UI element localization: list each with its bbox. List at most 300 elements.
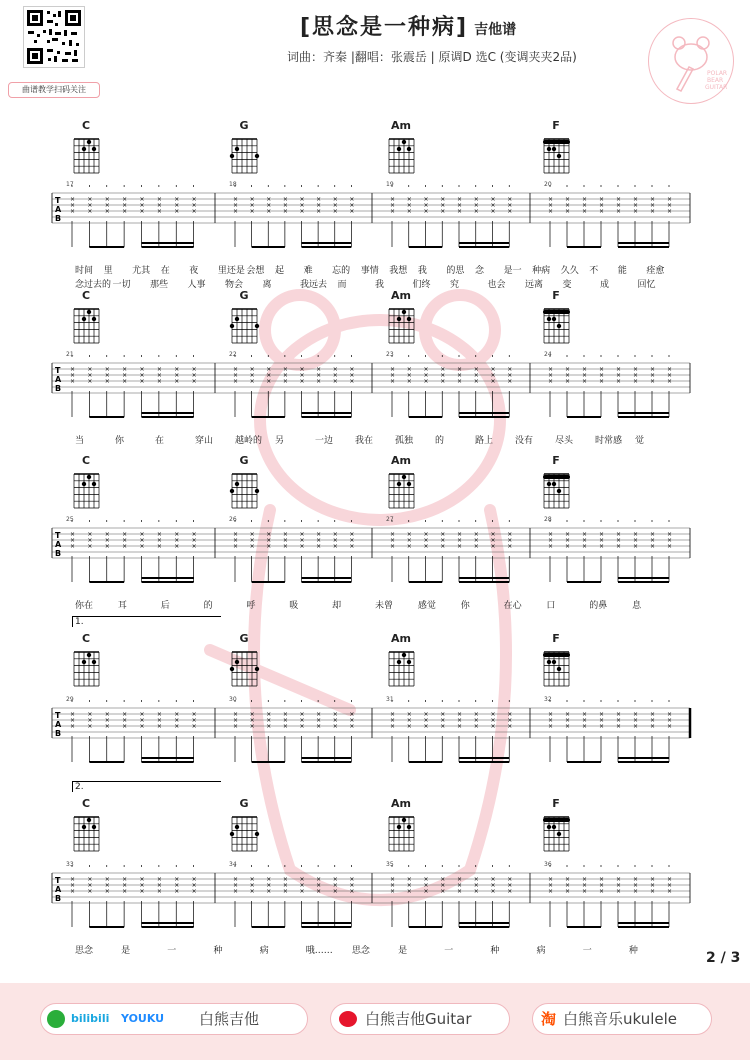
weibo-icon <box>339 1011 357 1027</box>
svg-text:×: × <box>249 723 255 730</box>
lyric-word: 没有 <box>515 436 534 446</box>
svg-text:A: A <box>55 205 62 214</box>
lyric-word: 究 <box>450 280 460 290</box>
lyric-word: 那些 <box>150 280 169 290</box>
svg-text:×: × <box>139 717 145 724</box>
svg-text:×: × <box>650 196 656 203</box>
weibo-pill[interactable] <box>330 1003 510 1035</box>
svg-text:×: × <box>616 196 622 203</box>
svg-text:×: × <box>423 196 429 203</box>
svg-text:×: × <box>390 196 396 203</box>
bar-number: 32 <box>544 696 552 703</box>
svg-text:×: × <box>457 208 463 215</box>
bar-number: 25 <box>66 516 74 523</box>
svg-text:×: × <box>599 711 605 718</box>
svg-text:×: × <box>104 717 110 724</box>
taobao-icon: 淘 <box>541 1010 557 1028</box>
svg-text:×: × <box>332 531 338 538</box>
svg-text:×: × <box>174 711 180 718</box>
svg-text:×: × <box>565 882 571 889</box>
chord-diagram <box>541 468 575 512</box>
lyric-word: 当 <box>75 436 85 446</box>
svg-text:×: × <box>507 882 513 889</box>
svg-text:×: × <box>390 531 396 538</box>
svg-text:×: × <box>191 196 197 203</box>
svg-text:×: × <box>233 537 239 544</box>
svg-text:×: × <box>507 888 513 895</box>
svg-text:×: × <box>266 366 272 373</box>
svg-text:×: × <box>104 882 110 889</box>
svg-text:×: × <box>406 366 412 373</box>
svg-text:×: × <box>565 208 571 215</box>
lyric-word: 一切 <box>112 280 131 290</box>
song-title: [思念是一种病] <box>300 15 469 40</box>
svg-text:×: × <box>249 531 255 538</box>
svg-text:×: × <box>191 202 197 209</box>
lyric-word: 种病 <box>532 266 551 276</box>
svg-text:×: × <box>266 208 272 215</box>
svg-text:×: × <box>490 876 496 883</box>
lyric-word: 耳 <box>117 601 127 611</box>
svg-text:×: × <box>282 196 288 203</box>
svg-text:×: × <box>299 537 305 544</box>
chord-diagram <box>386 468 420 512</box>
svg-text:×: × <box>565 711 571 718</box>
lyric-word: 感觉 <box>417 601 436 611</box>
svg-text:×: × <box>667 531 673 538</box>
svg-text:×: × <box>565 378 571 385</box>
svg-text:×: × <box>390 723 396 730</box>
svg-text:×: × <box>440 366 446 373</box>
chord-diagram <box>541 303 575 347</box>
svg-text:×: × <box>249 882 255 889</box>
svg-text:×: × <box>548 888 554 895</box>
svg-text:×: × <box>70 196 76 203</box>
svg-text:×: × <box>104 378 110 385</box>
svg-text:×: × <box>282 202 288 209</box>
lyric-word: 里 <box>103 266 113 276</box>
svg-text:T: T <box>55 531 61 540</box>
svg-text:×: × <box>332 711 338 718</box>
lyric-word: 另 <box>275 436 285 446</box>
chord-diagram <box>71 303 105 347</box>
svg-text:×: × <box>507 208 513 215</box>
svg-text:×: × <box>87 876 93 883</box>
svg-text:×: × <box>548 196 554 203</box>
lyric-word: 是一 <box>503 266 522 276</box>
svg-text:×: × <box>104 372 110 379</box>
svg-text:×: × <box>406 378 412 385</box>
svg-text:×: × <box>565 196 571 203</box>
svg-text:×: × <box>139 876 145 883</box>
svg-text:×: × <box>70 876 76 883</box>
svg-text:×: × <box>332 717 338 724</box>
lyric-word: 病 <box>259 946 269 956</box>
bar-number: 36 <box>544 861 552 868</box>
svg-text:×: × <box>191 378 197 385</box>
svg-text:×: × <box>473 717 479 724</box>
svg-text:×: × <box>423 711 429 718</box>
svg-text:×: × <box>633 372 639 379</box>
video-platform-pill[interactable] <box>40 1003 308 1035</box>
svg-text:×: × <box>457 196 463 203</box>
svg-text:×: × <box>156 717 162 724</box>
svg-text:×: × <box>266 882 272 889</box>
svg-text:×: × <box>70 372 76 379</box>
svg-text:×: × <box>650 378 656 385</box>
svg-text:×: × <box>473 537 479 544</box>
svg-text:×: × <box>390 543 396 550</box>
svg-text:×: × <box>266 543 272 550</box>
svg-text:×: × <box>87 208 93 215</box>
svg-text:×: × <box>390 378 396 385</box>
svg-text:×: × <box>249 366 255 373</box>
lyric-word: 我远去 <box>300 280 328 290</box>
svg-text:×: × <box>565 888 571 895</box>
page-title <box>300 10 516 41</box>
svg-text:×: × <box>332 202 338 209</box>
svg-text:×: × <box>332 372 338 379</box>
svg-text:×: × <box>616 882 622 889</box>
svg-text:×: × <box>667 876 673 883</box>
svg-text:×: × <box>122 882 128 889</box>
svg-text:×: × <box>233 876 239 883</box>
svg-text:×: × <box>616 366 622 373</box>
svg-text:×: × <box>282 723 288 730</box>
svg-text:×: × <box>191 208 197 215</box>
svg-text:×: × <box>266 888 272 895</box>
svg-text:×: × <box>457 531 463 538</box>
svg-text:×: × <box>191 537 197 544</box>
svg-text:×: × <box>582 208 588 215</box>
svg-text:×: × <box>599 723 605 730</box>
footer-bar <box>0 983 750 1060</box>
svg-text:×: × <box>633 723 639 730</box>
lyric-word: 里还是 <box>217 266 245 276</box>
svg-text:×: × <box>104 202 110 209</box>
svg-text:×: × <box>667 543 673 550</box>
svg-text:×: × <box>582 366 588 373</box>
svg-text:×: × <box>582 196 588 203</box>
svg-text:×: × <box>633 196 639 203</box>
lyric-word: 时间 <box>75 266 94 276</box>
svg-text:×: × <box>249 888 255 895</box>
svg-text:×: × <box>266 717 272 724</box>
lyric-word: 的 <box>435 436 445 446</box>
svg-text:×: × <box>406 882 412 889</box>
svg-text:×: × <box>650 888 656 895</box>
svg-text:×: × <box>174 366 180 373</box>
svg-text:×: × <box>233 888 239 895</box>
svg-text:×: × <box>616 723 622 730</box>
svg-text:×: × <box>548 202 554 209</box>
svg-text:×: × <box>282 711 288 718</box>
svg-text:×: × <box>490 531 496 538</box>
svg-text:×: × <box>233 543 239 550</box>
svg-text:×: × <box>299 202 305 209</box>
lyric-word: 是 <box>121 946 131 956</box>
svg-text:×: × <box>473 202 479 209</box>
bar-number: 35 <box>386 861 394 868</box>
svg-text:×: × <box>299 882 305 889</box>
svg-text:T: T <box>55 876 61 885</box>
svg-text:×: × <box>122 717 128 724</box>
lyric-word: 孤独 <box>395 436 414 446</box>
lyric-word: 时常感 <box>595 436 623 446</box>
svg-text:×: × <box>599 537 605 544</box>
chord-name: F <box>552 119 560 132</box>
lyric-word: 一 <box>582 946 592 956</box>
lyric-word: 我想 <box>389 266 408 276</box>
bar-number: 23 <box>386 351 394 358</box>
svg-text:×: × <box>582 537 588 544</box>
svg-text:×: × <box>139 208 145 215</box>
svg-text:×: × <box>616 202 622 209</box>
svg-text:×: × <box>156 882 162 889</box>
svg-text:×: × <box>266 537 272 544</box>
svg-text:×: × <box>457 723 463 730</box>
svg-text:×: × <box>390 366 396 373</box>
svg-text:×: × <box>423 882 429 889</box>
svg-text:×: × <box>406 723 412 730</box>
svg-text:×: × <box>616 543 622 550</box>
bar-number: 18 <box>229 181 237 188</box>
svg-text:×: × <box>104 723 110 730</box>
svg-text:×: × <box>440 543 446 550</box>
svg-text:×: × <box>104 196 110 203</box>
svg-text:×: × <box>633 537 639 544</box>
svg-text:×: × <box>633 378 639 385</box>
svg-text:×: × <box>633 717 639 724</box>
taobao-pill[interactable] <box>532 1003 712 1035</box>
svg-text:×: × <box>667 537 673 544</box>
svg-text:A: A <box>55 375 62 384</box>
svg-text:×: × <box>599 876 605 883</box>
svg-text:×: × <box>406 372 412 379</box>
svg-text:×: × <box>457 366 463 373</box>
svg-text:×: × <box>332 876 338 883</box>
svg-text:×: × <box>457 378 463 385</box>
lyric-word: 远离 <box>525 280 544 290</box>
lyric-word: 种 <box>490 946 500 956</box>
lyric-word: 路上 <box>475 436 494 446</box>
svg-text:×: × <box>191 888 197 895</box>
lyric-word: 回忆 <box>637 280 656 290</box>
svg-text:×: × <box>650 208 656 215</box>
svg-text:×: × <box>233 208 239 215</box>
svg-text:×: × <box>667 717 673 724</box>
svg-text:×: × <box>191 711 197 718</box>
svg-text:×: × <box>316 711 322 718</box>
svg-text:×: × <box>423 717 429 724</box>
svg-text:×: × <box>282 888 288 895</box>
svg-text:×: × <box>490 196 496 203</box>
lyric-word: 的思 <box>446 266 465 276</box>
lyric-word: 变 <box>562 280 572 290</box>
svg-text:×: × <box>390 208 396 215</box>
svg-text:×: × <box>599 372 605 379</box>
lyric-word: 在心 <box>503 601 522 611</box>
svg-text:×: × <box>490 537 496 544</box>
svg-text:×: × <box>582 378 588 385</box>
svg-text:×: × <box>473 366 479 373</box>
svg-text:×: × <box>122 378 128 385</box>
svg-text:×: × <box>87 531 93 538</box>
lyric-word: 未曾 <box>375 601 394 611</box>
svg-text:×: × <box>70 717 76 724</box>
svg-text:×: × <box>104 876 110 883</box>
lyric-word: 我在 <box>355 436 374 446</box>
svg-text:×: × <box>70 882 76 889</box>
svg-text:×: × <box>122 723 128 730</box>
svg-text:×: × <box>582 543 588 550</box>
svg-text:×: × <box>390 372 396 379</box>
svg-text:×: × <box>565 537 571 544</box>
chord-name: C <box>81 632 91 645</box>
svg-text:×: × <box>299 723 305 730</box>
svg-text:×: × <box>139 711 145 718</box>
svg-text:×: × <box>156 208 162 215</box>
volta-bracket: 1. <box>72 616 221 627</box>
svg-text:×: × <box>565 876 571 883</box>
svg-text:×: × <box>174 543 180 550</box>
svg-text:×: × <box>633 543 639 550</box>
chord-diagram <box>386 303 420 347</box>
lyric-word: 忘的 <box>332 266 351 276</box>
svg-text:×: × <box>440 196 446 203</box>
chord-name: Am <box>391 797 411 810</box>
lyric-word: 成 <box>600 280 610 290</box>
svg-text:×: × <box>70 723 76 730</box>
svg-text:×: × <box>599 543 605 550</box>
svg-text:A: A <box>55 540 62 549</box>
svg-text:×: × <box>423 888 429 895</box>
svg-text:BEAR: BEAR <box>707 77 724 84</box>
svg-text:×: × <box>174 208 180 215</box>
svg-text:×: × <box>122 208 128 215</box>
svg-text:×: × <box>548 543 554 550</box>
chord-diagram <box>71 133 105 177</box>
svg-text:×: × <box>507 366 513 373</box>
svg-text:B: B <box>55 384 62 393</box>
svg-text:×: × <box>122 531 128 538</box>
lyric-word: 会想 <box>246 266 265 276</box>
footer-brand-3: 白熊音乐ukulele <box>563 1010 678 1028</box>
svg-text:×: × <box>174 202 180 209</box>
svg-text:×: × <box>349 888 355 895</box>
svg-text:×: × <box>457 202 463 209</box>
svg-text:×: × <box>299 366 305 373</box>
svg-text:×: × <box>440 202 446 209</box>
svg-text:×: × <box>548 711 554 718</box>
svg-text:×: × <box>406 531 412 538</box>
svg-text:×: × <box>390 876 396 883</box>
svg-text:×: × <box>70 366 76 373</box>
svg-text:T: T <box>55 196 61 205</box>
svg-text:×: × <box>299 543 305 550</box>
svg-text:×: × <box>548 882 554 889</box>
svg-text:×: × <box>650 717 656 724</box>
svg-text:×: × <box>299 876 305 883</box>
lyric-word: 们终 <box>412 280 431 290</box>
svg-text:×: × <box>616 888 622 895</box>
svg-text:×: × <box>266 196 272 203</box>
chord-name: C <box>81 454 91 467</box>
svg-text:×: × <box>233 202 239 209</box>
svg-text:×: × <box>473 882 479 889</box>
chord-diagram <box>229 468 263 512</box>
svg-text:×: × <box>349 208 355 215</box>
svg-text:×: × <box>316 208 322 215</box>
svg-text:×: × <box>582 202 588 209</box>
svg-text:×: × <box>473 196 479 203</box>
svg-text:×: × <box>332 366 338 373</box>
svg-text:×: × <box>349 543 355 550</box>
lyric-word: 我 <box>375 280 385 290</box>
svg-text:×: × <box>191 723 197 730</box>
svg-text:×: × <box>473 876 479 883</box>
svg-text:×: × <box>423 537 429 544</box>
svg-text:×: × <box>174 196 180 203</box>
svg-text:×: × <box>191 717 197 724</box>
footer-brand-1: 白熊吉他 <box>199 1010 260 1028</box>
svg-text:×: × <box>332 537 338 544</box>
lyric-word: 在 <box>160 266 170 276</box>
svg-text:×: × <box>507 531 513 538</box>
wechat-icon <box>47 1010 65 1028</box>
svg-text:×: × <box>249 372 255 379</box>
svg-text:×: × <box>332 882 338 889</box>
svg-text:×: × <box>249 378 255 385</box>
svg-text:×: × <box>139 366 145 373</box>
svg-text:×: × <box>174 882 180 889</box>
svg-text:×: × <box>156 723 162 730</box>
lyric-word: 越岭的 <box>235 436 263 446</box>
svg-text:×: × <box>507 876 513 883</box>
tab-staff <box>0 185 750 265</box>
svg-text:×: × <box>667 888 673 895</box>
svg-text:×: × <box>616 378 622 385</box>
svg-text:×: × <box>650 366 656 373</box>
svg-text:×: × <box>507 537 513 544</box>
svg-text:×: × <box>349 378 355 385</box>
svg-text:×: × <box>233 882 239 889</box>
svg-text:×: × <box>316 543 322 550</box>
svg-text:×: × <box>349 202 355 209</box>
svg-text:×: × <box>457 543 463 550</box>
svg-text:×: × <box>316 882 322 889</box>
svg-text:B: B <box>55 549 62 558</box>
svg-text:×: × <box>616 531 622 538</box>
svg-text:×: × <box>139 543 145 550</box>
svg-text:×: × <box>582 882 588 889</box>
svg-text:×: × <box>249 208 255 215</box>
svg-text:×: × <box>548 537 554 544</box>
svg-text:×: × <box>616 537 622 544</box>
svg-text:×: × <box>316 196 322 203</box>
svg-text:×: × <box>70 202 76 209</box>
svg-text:×: × <box>423 543 429 550</box>
svg-text:×: × <box>87 537 93 544</box>
chord-diagram <box>229 303 263 347</box>
svg-text:×: × <box>156 196 162 203</box>
svg-text:×: × <box>104 888 110 895</box>
svg-text:×: × <box>70 888 76 895</box>
svg-text:T: T <box>55 711 61 720</box>
svg-text:×: × <box>548 531 554 538</box>
svg-text:×: × <box>299 717 305 724</box>
chord-diagram <box>541 133 575 177</box>
